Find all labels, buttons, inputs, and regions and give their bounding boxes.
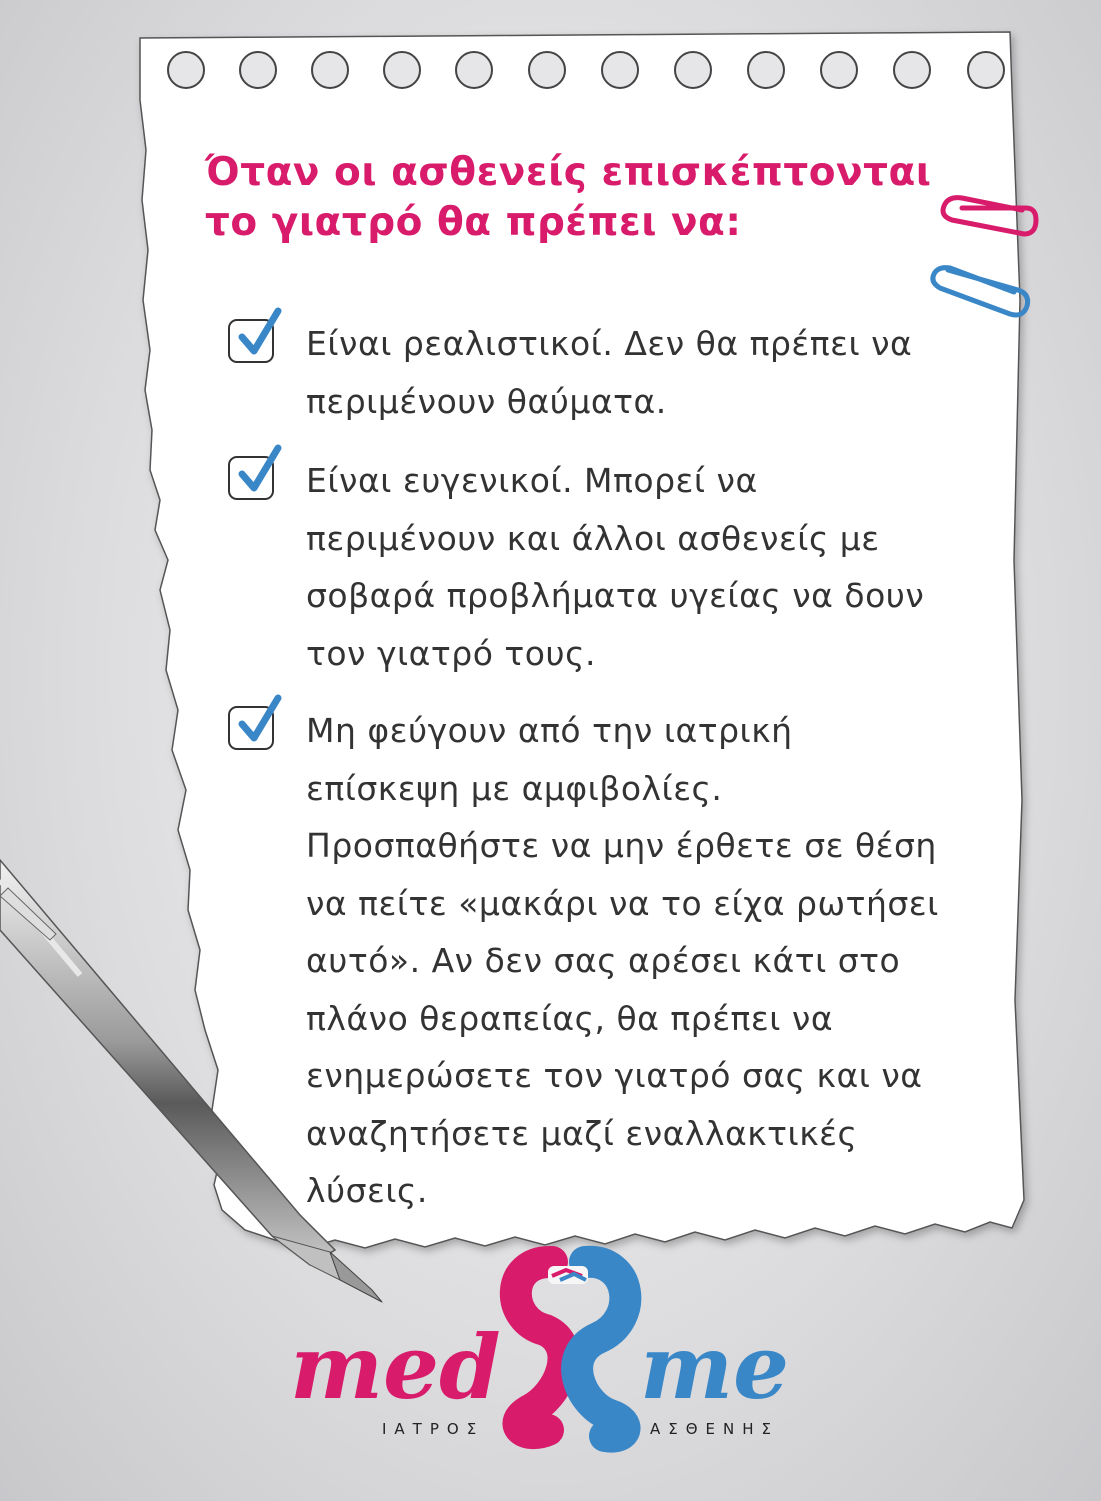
- text-line: ενημερώσετε τον γιατρό σας και να: [306, 1056, 923, 1095]
- handshake-icon: [548, 1266, 588, 1284]
- text-line: να πείτε «μακάρι να το είχα ρωτήσει: [306, 883, 939, 923]
- text-line: πλάνο θεραπείας, θα πρέπει να: [306, 998, 834, 1038]
- checkbox-checked-icon: [228, 706, 274, 750]
- text-line: αναζητήσετε μαζί εναλλακτικές: [306, 1113, 858, 1153]
- item-text: [306, 315, 956, 430]
- logo-heart: [516, 1262, 626, 1437]
- text-line: περιμένουν θαύματα.: [306, 381, 667, 421]
- text-line: Είναι ρεαλιστικοί. Δεν θα πρέπει να: [306, 324, 913, 363]
- text-line: περιμένουν και άλλοι ασθενείς με: [306, 518, 880, 558]
- logo-subtitle-doctor: ΙΑΤΡΟΣ: [382, 1420, 485, 1438]
- text-line: λύσεις.: [306, 1171, 428, 1210]
- text-line: αυτό». Αν δεν σας αρέσει κάτι στο: [306, 941, 901, 980]
- logo-subtitle-patient: ΑΣΘΕΝΗΣ: [650, 1420, 780, 1438]
- text-line: Μη φεύγουν από την ιατρική: [306, 711, 793, 750]
- checkbox-checked-icon: [228, 319, 274, 363]
- text-line: σοβαρά προβλήματα υγείας να δουν: [306, 576, 925, 615]
- item-text: [306, 452, 956, 682]
- title-line: Όταν οι ασθενείς επισκέπτονται: [205, 150, 932, 195]
- text-line: Προσπαθήστε να μην έρθετε σε θέση: [306, 826, 937, 865]
- text-line: τον γιατρό τους.: [306, 633, 596, 673]
- text-line: επίσκεψη με αμφιβολίες.: [306, 768, 723, 808]
- title-line: το γιατρό θα πρέπει να:: [205, 200, 742, 245]
- checkbox-checked-icon: [228, 456, 274, 500]
- logo-word-med: med: [290, 1315, 501, 1419]
- logo-word-me: me: [640, 1315, 790, 1419]
- note-title: [205, 148, 965, 248]
- item-text: [306, 702, 956, 1220]
- text-line: Είναι ευγενικοί. Μπορεί να: [306, 461, 758, 500]
